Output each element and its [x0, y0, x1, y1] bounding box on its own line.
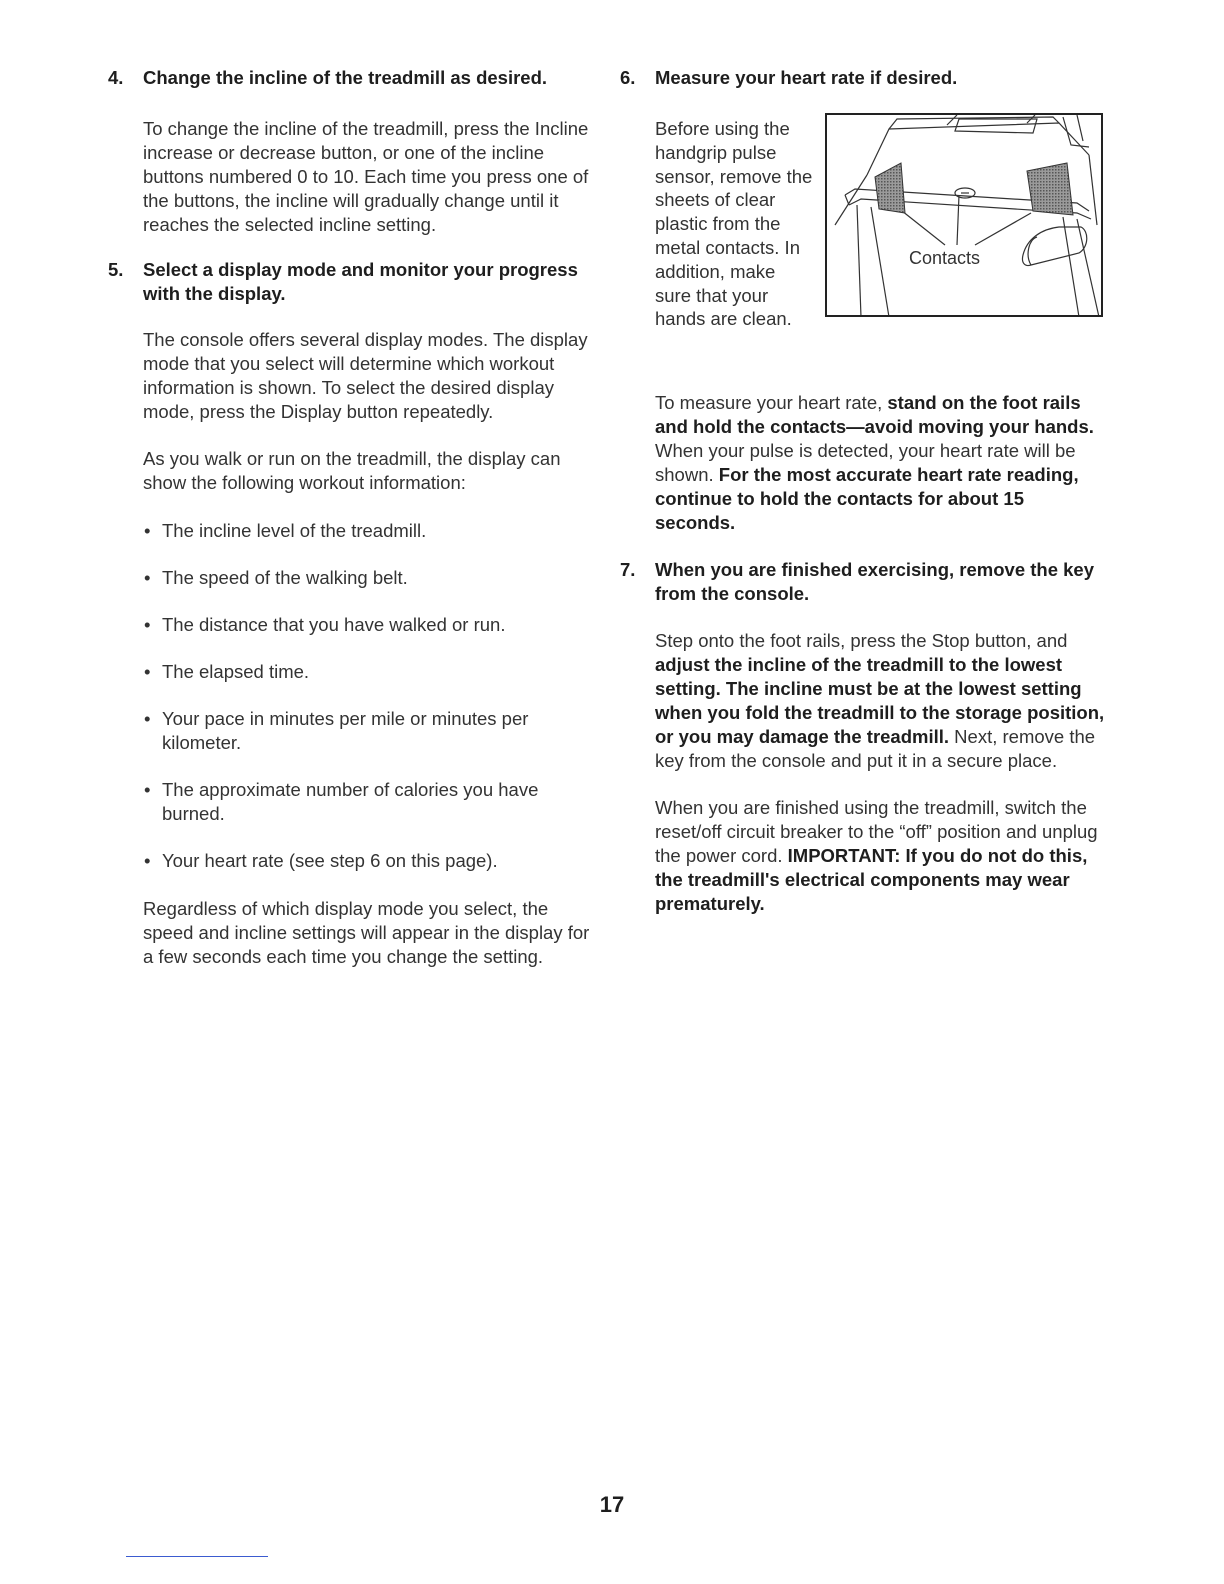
step-4-body: To change the incline of the treadmill, press the Incline increase or decrease button, or one of the incline buttons numbered 0 to 10. Each time you press one of the buttons, the incline will gradually change until it reaches the selected incline setting. [143, 118, 589, 235]
text-run: Next, remove the key from the console and put it in a secure place. [655, 726, 1096, 771]
step-4-heading [108, 66, 592, 90]
handgrip-contacts-figure [825, 113, 1103, 317]
step-heading-text: Select a display mode and monitor your progress with the display. [143, 259, 578, 304]
pulse-sensor-section [655, 117, 1106, 381]
bullet-icon: • [144, 779, 151, 800]
list-item-text: The elapsed time. [162, 661, 310, 682]
step-heading-text: When you are finished exercising, remove the key from the console. [655, 559, 1095, 604]
list-item-text: Your pace in minutes per mile or minutes per kilometer. [162, 708, 529, 753]
step-number: 6. [620, 67, 636, 88]
page-number: 17 [599, 1492, 625, 1517]
step-5-heading [108, 258, 592, 306]
list-item [143, 519, 592, 543]
list-item [143, 778, 592, 826]
display-modes-paragraph: The console offers several display modes. The display mode that you select will determine which workout information is shown. To select the desired display mode, press the Display button repeatedly. [143, 329, 588, 422]
treadmill-handrail-illustration [827, 115, 1103, 317]
bullet-icon: • [144, 850, 151, 871]
list-item [143, 849, 592, 873]
bold-text-run: IMPORTANT: If you do not do this, the treadmill's electrical components may wear prematurely. [655, 845, 1088, 914]
bullet-icon: • [144, 567, 151, 588]
power-off-instructions [655, 796, 1106, 916]
list-item [143, 660, 592, 684]
step-heading-text: Change the incline of the treadmill as desired. [143, 67, 548, 88]
workout-info-intro: As you walk or run on the treadmill, the display can show the following workout information: [143, 448, 561, 493]
contacts-label: Contacts [909, 248, 981, 268]
list-item [143, 566, 592, 590]
heart-rate-instructions [655, 391, 1106, 535]
bullet-icon: • [144, 614, 151, 635]
list-item-text: The approximate number of calories you have burned. [162, 779, 539, 824]
list-item [143, 613, 592, 637]
display-settings-note: Regardless of which display mode you select, the speed and incline settings will appear in the display for a few seconds each time you change the setting. [143, 898, 590, 967]
bold-text-run: stand on the foot rails and hold the contacts—avoid moving your hands. [655, 392, 1094, 437]
left-column [108, 66, 592, 969]
list-item [143, 707, 592, 755]
list-item-text: The speed of the walking belt. [162, 567, 408, 588]
bold-text-run: adjust the incline of the treadmill to the lowest setting. The incline must be at the lowest setting when you fold the treadmill to the storage position, or you may damage the treadmill. [655, 654, 1105, 747]
step-number: 7. [620, 559, 636, 580]
bullet-icon: • [144, 520, 151, 541]
step-6-heading [620, 66, 1106, 90]
list-item-text: The incline level of the treadmill. [162, 520, 427, 541]
bold-text-run: For the most accurate heart rate reading, continue to hold the contacts for about 15 seconds. [655, 464, 1079, 533]
right-column [620, 66, 1106, 916]
bullet-icon: • [144, 661, 151, 682]
stop-and-incline-instructions [655, 629, 1106, 773]
pulse-sensor-instructions: Before using the handgrip pulse sensor, remove the sheets of clear plastic from the metal contacts. In addition, make sure that your hands are clean. [655, 118, 813, 330]
list-item-text: The distance that you have walked or run. [162, 614, 506, 635]
text-run: To measure your heart rate, [655, 392, 888, 413]
footer-rule [126, 1556, 268, 1557]
step-heading-text: Measure your heart rate if desired. [655, 67, 958, 88]
list-item-text: Your heart rate (see step 6 on this page). [162, 850, 498, 871]
text-run: When your pulse is detected, your heart rate will be shown. [655, 440, 1076, 485]
text-run: Step onto the foot rails, press the Stop button, and [655, 630, 1068, 651]
step-number: 5. [108, 259, 124, 280]
bullet-icon: • [144, 708, 151, 729]
step-number: 4. [108, 67, 124, 88]
step-7-heading [620, 558, 1106, 606]
text-run: When you are finished using the treadmill, switch the reset/off circuit breaker to the “off” position and unplug the power cord. [655, 797, 1098, 866]
